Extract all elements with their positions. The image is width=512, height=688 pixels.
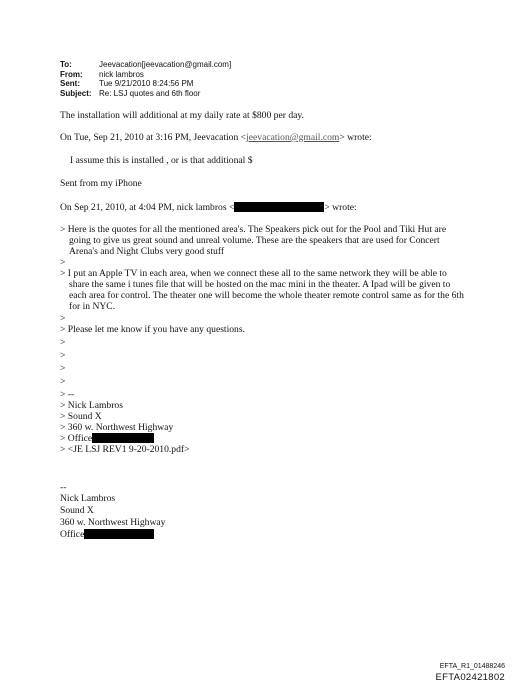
signature-dash: -- xyxy=(60,482,67,493)
reply-line: The installation will additional at my daily rate at $800 per day. xyxy=(60,110,304,121)
subject-label: Subject: xyxy=(60,88,92,98)
bates-number: EFTA02421802 xyxy=(435,672,505,683)
redaction-bar xyxy=(92,433,154,443)
quoted-sig-dash: > -- xyxy=(60,389,75,400)
quoted-sig-office xyxy=(60,433,154,444)
quoted-office-label: > Office xyxy=(60,433,93,444)
sent-row xyxy=(60,79,231,89)
to-row xyxy=(60,60,231,70)
sent-value: Tue 9/21/2010 8:24:56 PM xyxy=(99,79,194,88)
quote-marker: > xyxy=(60,363,66,374)
subject-value: Re: LSJ quotes and 6th floor xyxy=(99,88,201,98)
redaction-bar xyxy=(84,529,154,539)
sent-from-line: Sent from my iPhone xyxy=(60,178,142,189)
reply-header-2 xyxy=(60,202,357,213)
attachment-name[interactable]: > <JE LSJ REV1 9-20-2010.pdf> xyxy=(60,444,190,455)
quoted-sig-name: > Nick Lambros xyxy=(60,400,123,411)
signature-office-label: Office xyxy=(60,529,85,540)
email-header xyxy=(60,60,231,98)
quote-paragraph-speakers: > Here is the quotes for all the mentioned area's. The Speakers pick out for the Pool and Tiki Hut are going to give us great sound and unreal volume. These are the speakers that are used for Concert Arena's and Night Clubs very good stuff xyxy=(60,224,447,257)
signature-address: 360 w. Northwest Highway xyxy=(60,517,166,528)
signature-name: Nick Lambros xyxy=(60,493,116,504)
from-row xyxy=(60,70,231,80)
quote-marker: > xyxy=(60,350,66,361)
quote-paragraph-apple-tv: > I put an Apple TV in each area, when we connect these all to the same network they will be able to share the same i tunes file that will be hosted on the mac mini in the theater. A Ipad will be given to each area for control. The theater one will become the whole theater remote control same as for the 6th for in NYC. xyxy=(60,268,464,312)
reply1-prefix: On Tue, Sep 21, 2010 at 3:16 PM, Jeevacation < xyxy=(60,132,247,143)
bates-number-r1: EFTA_R1_01488246 xyxy=(439,663,505,670)
from-label: From: xyxy=(60,69,83,79)
signature-company: Sound X xyxy=(60,505,94,516)
sent-label: Sent: xyxy=(60,79,80,88)
reply2-suffix: > wrote: xyxy=(324,202,357,213)
redaction-bar xyxy=(234,202,324,212)
reply2-prefix: On Sep 21, 2010, at 4:04 PM, nick lambros < xyxy=(60,202,235,213)
quoted-question: I assume this is installed , or is that additional $ xyxy=(70,155,253,166)
to-label: To: xyxy=(60,60,72,69)
quote-marker: > xyxy=(60,313,66,324)
reply1-suffix: > wrote: xyxy=(339,132,372,143)
to-value: Jeevacation[jeevacation@gmail.com] xyxy=(99,60,232,69)
quote-marker: > xyxy=(60,257,66,268)
reply1-email-link[interactable]: jeevacation@gmail.com xyxy=(246,132,340,143)
reply-header-1 xyxy=(60,132,372,143)
signature-office xyxy=(60,529,154,540)
quote-marker: > xyxy=(60,376,66,387)
quote-marker: > xyxy=(60,337,66,348)
quote-paragraph-questions: > Please let me know if you have any questions. xyxy=(60,324,245,335)
quoted-sig-address: > 360 w. Northwest Highway xyxy=(60,422,174,433)
subject-row xyxy=(60,89,231,99)
from-value: nick lambros xyxy=(99,69,144,79)
quoted-sig-company: > Sound X xyxy=(60,411,102,422)
